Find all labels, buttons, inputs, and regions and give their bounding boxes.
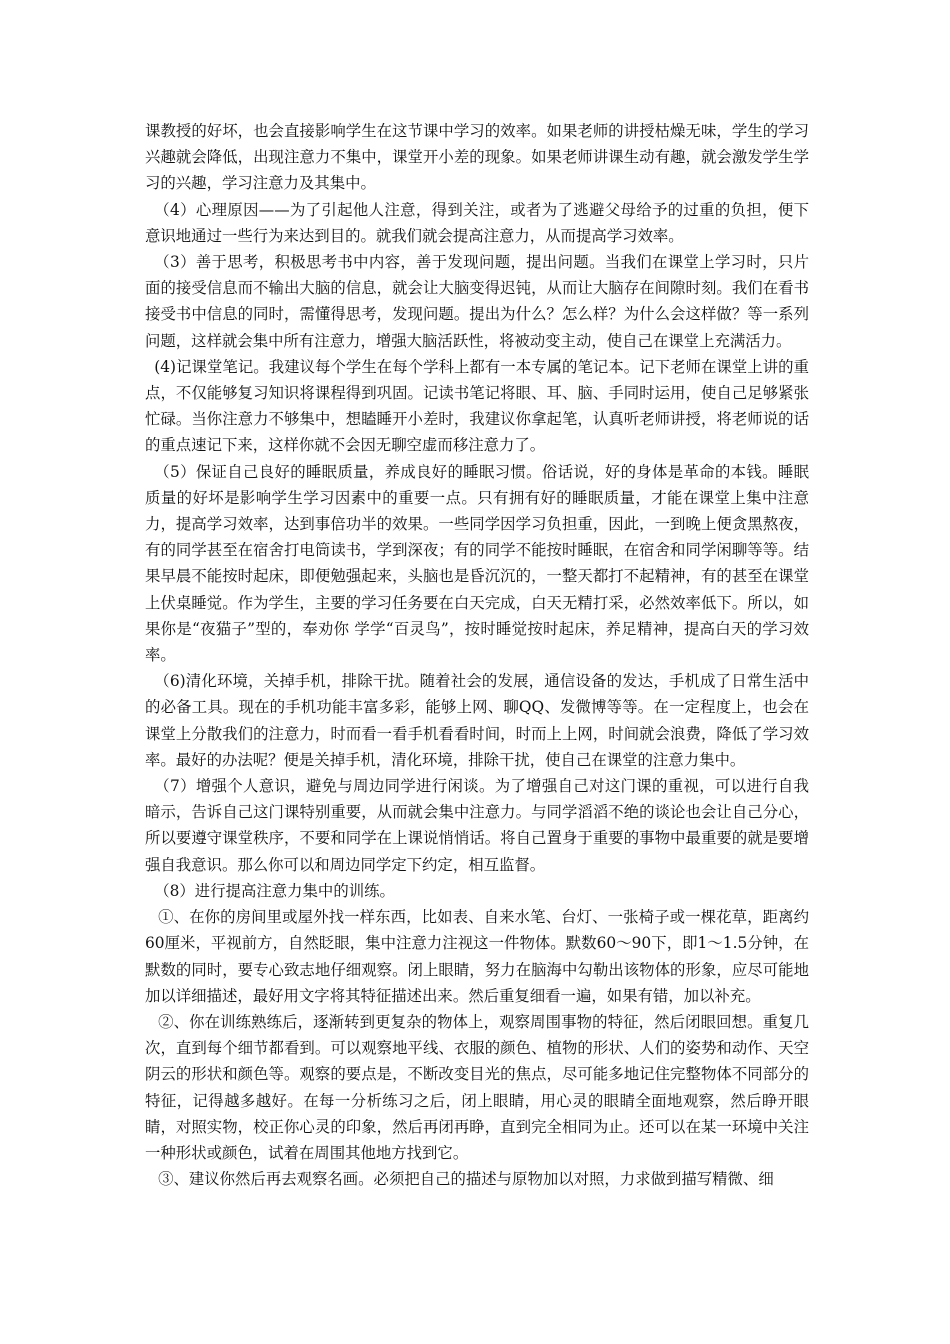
paragraph-psychological-reason: （4）心理原因——为了引起他人注意，得到关注，或者为了逃避父母给予的过重的负担，便下意识地通过一些行为来达到目的。就我们就会提高注意力，从而提高学习效率。 bbox=[145, 200, 809, 245]
document-body bbox=[145, 118, 809, 1192]
paragraph-self-awareness: （7）增强个人意识，避免与周边同学进行闲谈。为了增强自己对这门课的重视，可以进行自我暗示，告诉自己这门课特别重要，从而就会集中注意力。与同学滔滔不绝的谈论也会让自己分心，所以要遵守课堂秩序，不要和同学在上课说悄悄话。将自己置身于重要的事物中最重要的就是要增强自我意识。那么你可以和周边同学定下约定，相互监督。 bbox=[145, 777, 809, 874]
paragraph-attention-training: （8）进行提高注意力集中的训练。 bbox=[154, 881, 395, 900]
paragraph-sleep-quality: （5）保证自己良好的睡眠质量，养成良好的睡眠习惯。俗话说，好的身体是革命的本钱。睡眠质量的好坏是影响学生学习因素中的重要一点。只有拥有好的睡眠质量，才能在课堂上集中注意力，提高学习效率，达到事倍功半的效果。一些同学因学习负担重，因此，一到晚上便贪黑熬夜，有的同学甚至在宿舍打电筒读书，学到深夜；有的同学不能按时睡眠，在宿舍和同学闲聊等等。结果早晨不能按时起床，即便勉强起来，头脑也是昏沉沉的，一整天都打不起精神，有的甚至在课堂上伏桌睡觉。作为学生，主要的学习任务要在白天完成，白天无精打采，必然效率低下。所以，如果你是“夜猫子”型的，奉劝你 学学“百灵鸟”，按时睡觉按时起床，养足精神，提高白天的学习效率。 bbox=[145, 462, 809, 665]
paragraph-training-step-2: ②、你在训练熟练后，逐渐转到更复杂的物体上，观察周围事物的特征，然后闭眼回想。重复几次，直到每个细节都看到。可以观察地平线、衣服的颜色、植物的形状、人们的姿势和动作、天空阴云的形状和颜色等。观察的要点是，不断改变目光的焦点，尽可能多地记住完整物体不同部分的特征，记得越多越好。在每一分析练习之后，闭上眼睛，用心灵的眼睛全面地观察，然后睁开眼睛，对照实物，校正你心灵的印象，然后再闭再睁，直到完全相同为止。还可以在某一环境中关注一种形状或颜色，试着在周围其他地方找到它。 bbox=[145, 1012, 809, 1162]
paragraph-phone-off: （6)清化环境，关掉手机，排除干扰。随着社会的发展，通信设备的发达，手机成了日常生活中的必备工具。现在的手机功能丰富多彩，能够上网、聊QQ、发微博等等。在一定程度上，也会在课堂上分散我们的注意力，时而看一看手机看看时间，时而上上网，时间就会浪费，降低了学习效率。最好的办法呢？便是关掉手机，清化环境，排除干扰，使自己在课堂的注意力集中。 bbox=[145, 672, 809, 769]
paragraph-training-step-1: ①、在你的房间里或屋外找一样东西，比如表、自来水笔、台灯、一张椅子或一棵花草，距离约60厘米，平视前方，自然眨眼，集中注意力注视这一件物体。默数60～90下，即1～1.5分钟，在默数的同时，要专心致志地仔细观察。闭上眼睛，努力在脑海中勾勒出该物体的形象，应尽可能地加以详细描述，最好用文字将其特征描述出来。然后重复细看一遍，如果有错，加以补充。 bbox=[145, 908, 809, 1005]
paragraph-class-notes: (4)记课堂笔记。我建议每个学生在每个学科上都有一本专属的笔记本。记下老师在课堂上讲的重点，不仅能够复习知识将课程得到巩固。记读书笔记将眼、耳、脑、手同时运用，使自己足够紧张忙碌。当你注意力不够集中，想瞌睡开小差时，我建议你拿起笔，认真听老师讲授，将老师说的话的重点速记下来，这样你就不会因无聊空虚而移注意力了。 bbox=[145, 357, 809, 455]
paragraph-training-step-3: ③、建议你然后再去观察名画。必须把自己的描述与原物加以对照，力求做到描写精微、细 bbox=[158, 1170, 774, 1189]
paragraph-teaching-quality: 课教授的好坏，也会直接影响学生在这节课中学习的效率。如果老师的讲授枯燥无味，学生的学习兴趣就会降低，出现注意力不集中，课堂开小差的现象。如果老师讲课生动有趣，就会激发学生学习的兴趣，学习注意力及其集中。 bbox=[145, 122, 809, 193]
paragraph-think-actively: （3）善于思考，积极思考书中内容，善于发现问题，提出问题。当我们在课堂上学习时，只片面的接受信息而不输出大脑的信息，就会让大脑变得迟钝，从而让大脑存在间隙时刻。我们在看书接受书中信息的同时，需懂得思考，发现问题。提出为什么？怎么样？为什么会这样做？等一系列问题，这样就会集中所有注意力，增强大脑活跃性，将被动变主动，使自己在课堂上充满活力。 bbox=[145, 253, 809, 350]
